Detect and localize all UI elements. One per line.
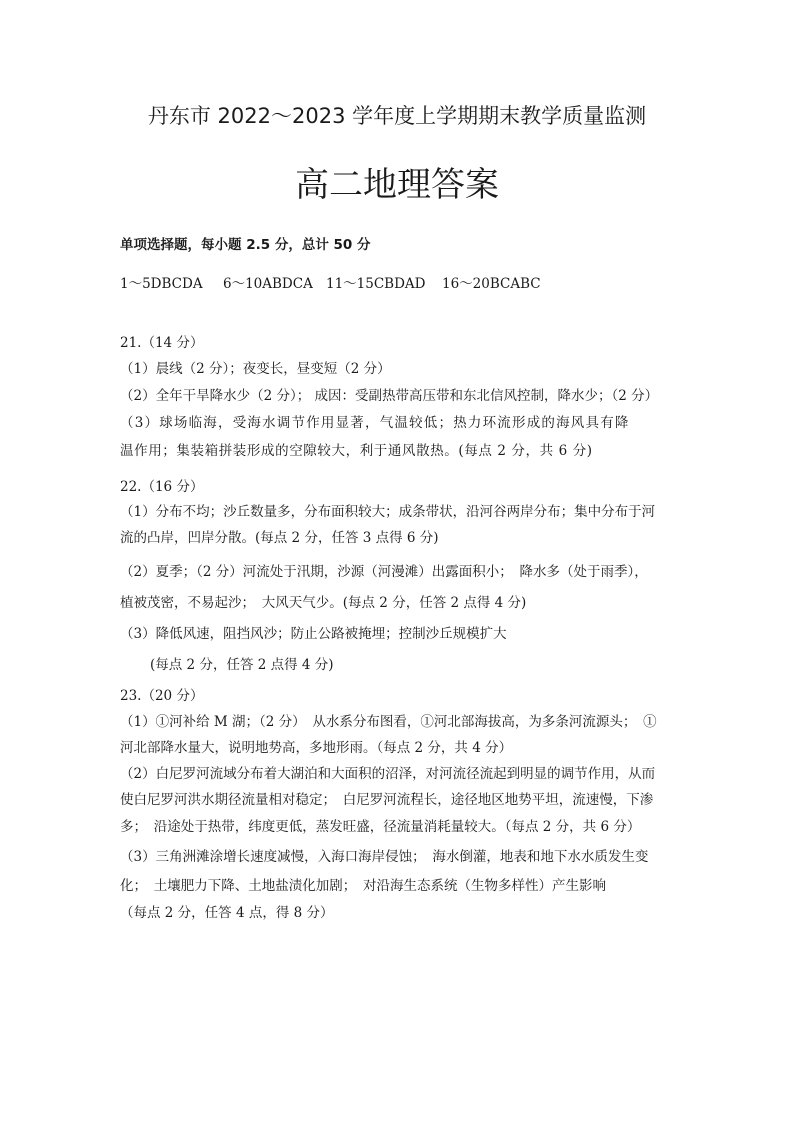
q21-line: （2）全年干旱降水少（2 分）； 成因：受副热带高压带和东北信风控制，降水少；（2 分） — [120, 388, 659, 404]
q21-header: 21.（14 分） — [120, 335, 204, 351]
q23-header: 23.（20 分） — [120, 688, 204, 704]
q21-line: （3）球场临海，受海水调节作用显著，气温较低；热力环流形成的海风具有降 — [120, 415, 630, 431]
q23-line: 化； 土壤肥力下降、土地盐渍化加剧； 对沿海生态系统（生物多样性）产生影响 — [120, 878, 606, 894]
q22-header: 22.（16 分） — [120, 479, 204, 495]
mc-answer-6-10: 6～10ABDCA — [223, 276, 313, 292]
exam-title: 丹东市 2022～2023 学年度上学期期末教学质量监测 — [147, 104, 647, 128]
q23-line: （3）三角洲滩涂增长速度减慢，入海口海岸侵蚀； 海水倒灌，地表和地下水水质发生变 — [120, 849, 649, 865]
q23-line: 多； 沿途处于热带，纬度更低，蒸发旺盛，径流量消耗量较大。（每点 2 分，共 6 分） — [120, 819, 641, 835]
q22-line: （3）降低风速，阻挡风沙；防止公路被掩埋；控制沙丘规模扩大 — [120, 626, 507, 642]
q23-line: （2）白尼罗河流域分布着大湖泊和大面积的沼泽，对河流径流起到明显的调节作用，从而 — [120, 766, 656, 782]
q22-line: （1）分布不均；沙丘数量多，分布面积较大；成条带状，沿河谷两岸分布；集中分布于河 — [120, 504, 656, 520]
q23-line: 河北部降水量大，说明地势高，多地形雨。（每点 2 分，共 4 分） — [120, 740, 513, 756]
mc-answer-1-5: 1～5DBCDA — [120, 276, 203, 292]
q22-line: 流的凸岸，凹岸分散。(每点 2 分，任答 3 点得 6 分) — [120, 530, 439, 546]
q22-line: （2）夏季；（2 分）河流处于汛期，沙源（河漫滩）出露面积小； 降水多（处于雨季）， — [120, 564, 648, 580]
mc-answer-11-15: 11～15CBDAD — [326, 276, 426, 292]
q21-line: （1）晨线（2 分）；夜变长，昼变短（2 分） — [120, 361, 391, 377]
q22-line: (每点 2 分，任答 2 点得 4 分) — [150, 657, 334, 673]
q23-line: （1）①河补给 M 湖；（2 分） 从水系分布图看，①河北部海拔高，为多条河流源头； ① — [120, 714, 657, 730]
page-title: 高二地理答案 — [295, 165, 499, 205]
q22-line: 植被茂密，不易起沙； 大风天气少。(每点 2 分，任答 2 点得 4 分) — [120, 595, 527, 611]
q21-line: 温作用；集装箱拼装形成的空隙较大，利于通风散热。(每点 2 分，共 6 分) — [120, 443, 593, 459]
q23-line: 使白尼罗河洪水期径流量相对稳定； 白尼罗河流程长，途径地区地势平坦，流速慢，下渗 — [120, 792, 654, 808]
mc-answer-16-20: 16～20BCABC — [442, 276, 541, 292]
q23-line: （每点 2 分，任答 4 点，得 8 分） — [120, 905, 334, 921]
mc-section-heading: 单项选择题，每小题 2.5 分，总计 50 分 — [120, 237, 371, 253]
